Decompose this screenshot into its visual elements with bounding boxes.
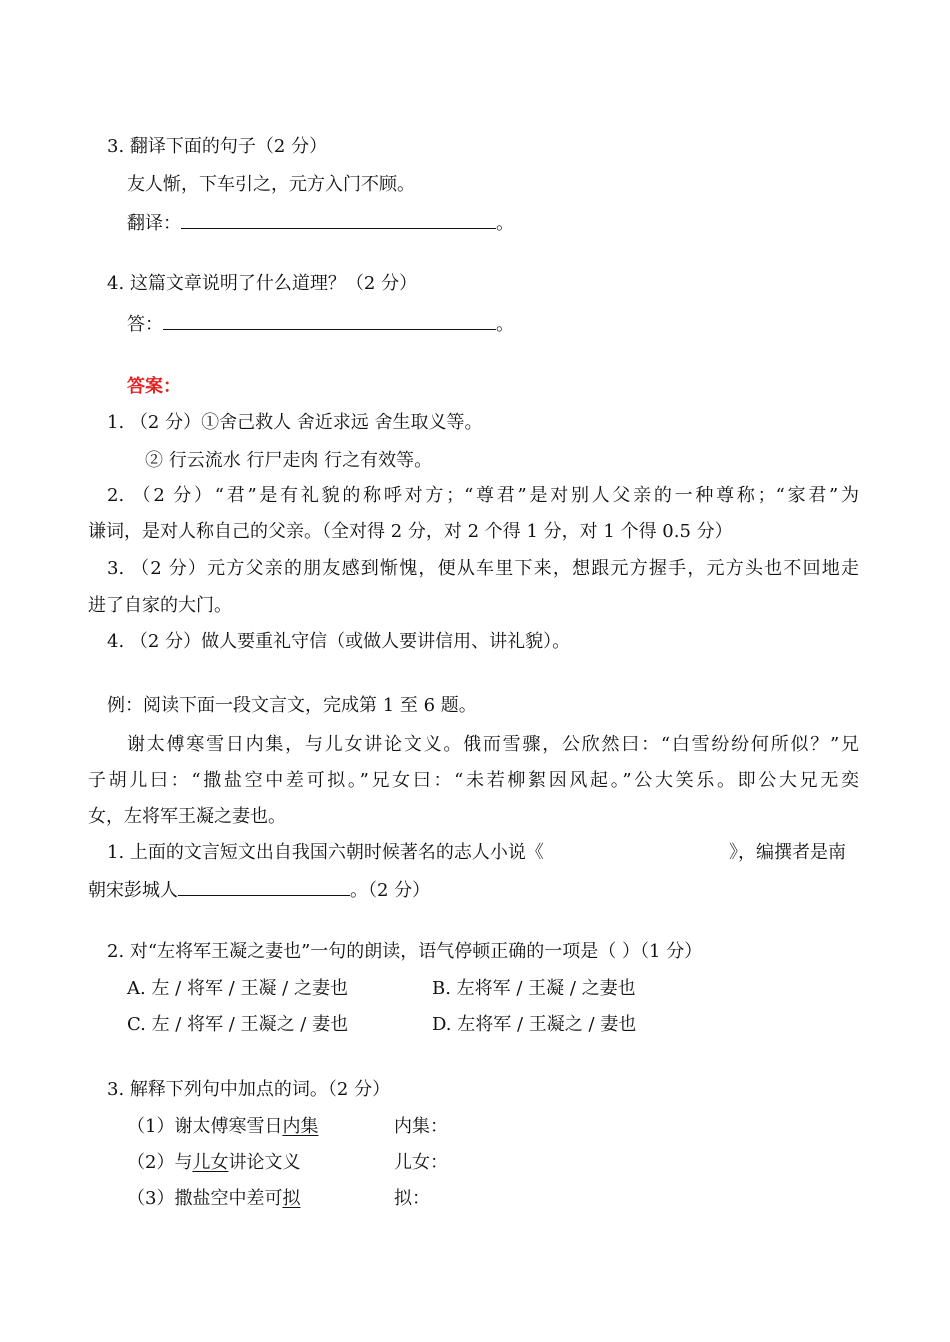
option-a[interactable]: A. 左 / 将军 / 王凝 / 之妻也 (127, 978, 348, 999)
answer-2-line-2: 谦词，是对人称自己的父亲。（全对得 2 分，对 2 个得 1 分，对 1 个得 0.5 分） (88, 521, 733, 542)
passage-line-1: 谢太傅寒雪日内集，与儿女讲论文义。俄而雪骤，公欣然曰：“白雪纷纷何所似？”兄 (127, 734, 859, 755)
q3-item-3-label: 拟： (394, 1188, 430, 1209)
item-number: （1） (127, 1116, 175, 1137)
item-number: （3） (127, 1188, 175, 1209)
answer-4: 4. （2 分）做人要重礼守信（或做人要讲信用、讲礼貌）。 (107, 631, 571, 652)
item-text-after: 讲论文义 (228, 1152, 301, 1173)
example-q2-title: 2. 对“左将军王凝之妻也”一句的朗读，语气停顿正确的一项是（ ）（1 分） (107, 941, 703, 962)
passage-line-3: 女，左将军王凝之妻也。 (88, 806, 286, 827)
option-c[interactable]: C. 左 / 将军 / 王凝之 / 妻也 (127, 1014, 349, 1035)
q3-item-2 (127, 1151, 300, 1175)
q3-item-1-label: 内集： (394, 1116, 448, 1137)
dotted-word: 儿女 (192, 1152, 229, 1173)
option-b[interactable]: B. 左将军 / 王凝 / 之妻也 (432, 978, 636, 999)
question-4-title: 4. 这篇文章说明了什么道理？（2 分） (107, 273, 418, 294)
answer-1-line-1: 1. （2 分）①舍己救人 舍近求远 舍生取义等。 (107, 412, 483, 433)
item-text: 撒盐空中差可 (174, 1188, 283, 1209)
translation-label: 翻译： (127, 213, 181, 234)
answer-1-line-2: ② 行云流水 行尸走肉 行之有效等。 (145, 450, 433, 471)
example-intro: 例：阅读下面一段文言文，完成第 1 至 6 题。 (107, 695, 477, 716)
period: 。 (496, 314, 514, 335)
answer-blank[interactable] (163, 311, 496, 330)
author-prefix: 朝宋彭城人 (88, 880, 178, 901)
answer-3-line-2: 进了自家的大门。 (88, 595, 232, 616)
author-blank[interactable] (178, 877, 350, 896)
question-4-answer-row (127, 311, 514, 337)
translation-blank[interactable] (181, 210, 496, 229)
q3-item-1 (127, 1115, 318, 1139)
example-q3-title: 3. 解释下列句中加点的词。（2 分） (107, 1079, 391, 1100)
q3-item-2-label: 儿女： (394, 1152, 448, 1173)
score-suffix: 。（2 分） (350, 880, 431, 901)
answers-heading: 答案： (127, 376, 181, 397)
example-q1-part2: 》，编撰者是南 (729, 842, 846, 863)
answer-2-line-1: 2. （2 分）“君”是有礼貌的称呼对方；“尊君”是对别人父亲的一种尊称；“家君”为 (107, 485, 859, 506)
option-d[interactable]: D. 左将军 / 王凝之 / 妻也 (432, 1014, 637, 1035)
passage-line-2: 子胡儿曰：“撒盐空中差可拟。”兄女曰：“未若柳絮因风起。”公大笑乐。即公大兄无奕 (88, 770, 859, 791)
dotted-word: 内集 (282, 1116, 319, 1137)
answer-3-line-1: 3. （2 分）元方父亲的朋友感到惭愧，便从车里下来，想跟元方握手，元方头也不回地走 (107, 558, 859, 579)
example-q1-line-2 (88, 877, 430, 903)
answer-label: 答： (127, 314, 163, 335)
period: 。 (496, 213, 514, 234)
item-text: 谢太傅寒雪日 (174, 1116, 283, 1137)
question-3-answer-row (127, 210, 514, 236)
q3-item-3 (127, 1187, 300, 1211)
example-q1-part1: 1. 上面的文言短文出自我国六朝时候著名的志人小说《 (107, 842, 544, 863)
item-text: 与 (174, 1152, 193, 1173)
dotted-word: 拟 (282, 1188, 301, 1209)
item-number: （2） (127, 1152, 175, 1173)
question-3-sentence: 友人惭，下车引之，元方入门不顾。 (127, 174, 415, 195)
question-3-title: 3. 翻译下面的句子（2 分） (107, 136, 328, 157)
